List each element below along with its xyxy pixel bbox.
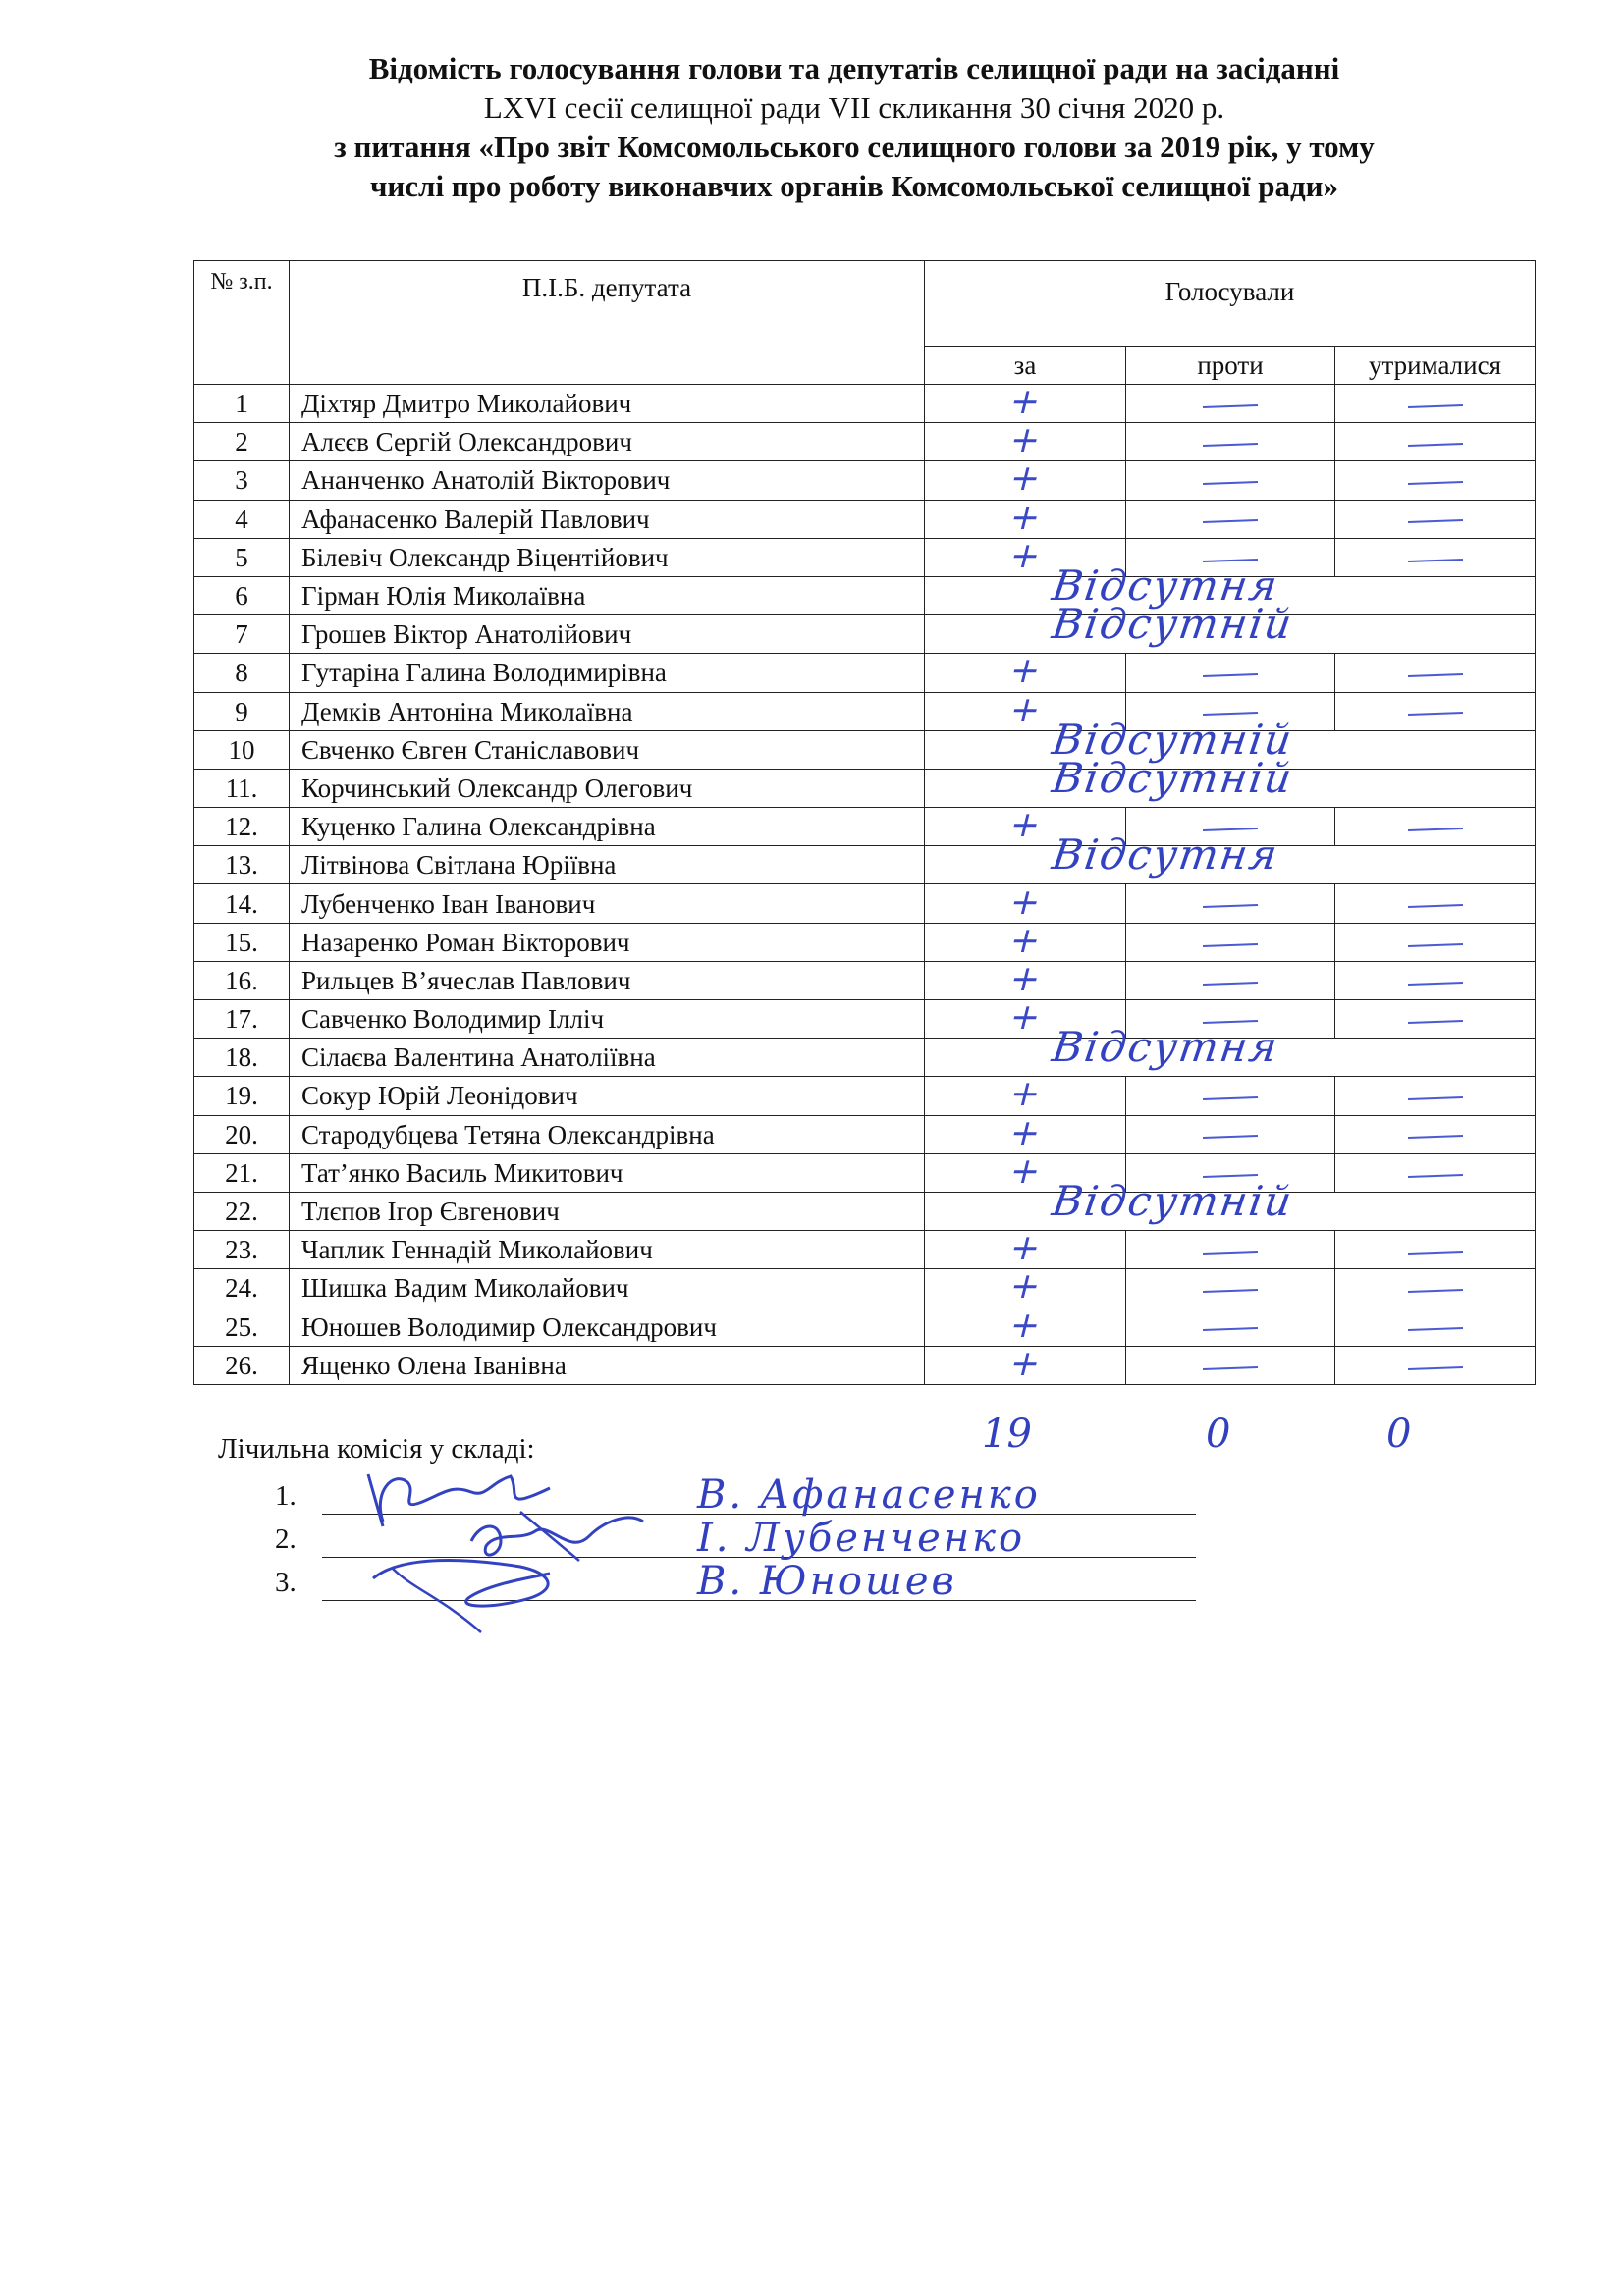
row-number: 22.: [194, 1192, 290, 1230]
table-row: [194, 846, 1536, 884]
vote-for-mark: +: [1004, 420, 1046, 461]
row-number: 12.: [194, 808, 290, 846]
vote-cell-abstained: [1335, 1115, 1536, 1153]
counting-commission-label: Лічильна комісія у складі:: [218, 1433, 535, 1465]
table-row: [194, 961, 1536, 999]
vote-abstained-mark: [1407, 673, 1462, 677]
absent-note: Відсутня: [1049, 830, 1282, 880]
deputy-name: Білевіч Олександр Віцентійович: [290, 538, 925, 576]
header-abstained: утрималися: [1335, 347, 1536, 385]
vote-cell-against: [1126, 1269, 1335, 1308]
vote-abstained-mark: [1407, 404, 1462, 408]
vote-against-mark: [1203, 673, 1258, 677]
table-row: [194, 769, 1536, 807]
header-voted: Голосували: [925, 261, 1536, 347]
vote-for-mark: +: [1004, 1150, 1046, 1192]
table-row: [194, 1269, 1536, 1308]
vote-abstained-mark: [1407, 1020, 1462, 1024]
vote-for-mark: +: [1004, 382, 1046, 423]
vote-against-mark: [1203, 1251, 1258, 1255]
row-number: 8: [194, 654, 290, 692]
absent-note: Відсутній: [1049, 715, 1297, 764]
vote-cell-abstained: [1335, 923, 1536, 961]
vote-cell-abstained: [1335, 1153, 1536, 1192]
vote-for-mark: +: [1004, 958, 1046, 999]
deputy-name: Ященко Олена Іванівна: [290, 1346, 925, 1384]
vote-abstained-mark: [1407, 1135, 1462, 1139]
table-row: [194, 1308, 1536, 1346]
row-number: 23.: [194, 1231, 290, 1269]
row-number: 19.: [194, 1077, 290, 1115]
table-row: [194, 1000, 1536, 1039]
table-row: [194, 576, 1536, 614]
deputy-name: Літвінова Світлана Юріївна: [290, 846, 925, 884]
vote-cell-for: [925, 1074, 1126, 1115]
member-number: 3.: [275, 1567, 297, 1598]
vote-abstained-mark: [1407, 1251, 1462, 1255]
absent-note: Відсутній: [1049, 753, 1297, 802]
vote-cell-for: [925, 382, 1126, 423]
table-row: [194, 730, 1536, 769]
row-number: 20.: [194, 1115, 290, 1153]
vote-cell-for: [925, 458, 1126, 500]
deputy-name: Лубенченко Іван Іванович: [290, 884, 925, 923]
deputy-name: Савченко Володимир Ілліч: [290, 1000, 925, 1039]
member-handwritten-name: В. Юношев: [697, 1559, 957, 1604]
vote-for-mark: +: [1004, 497, 1046, 538]
deputy-name: Гутаріна Галина Володимирівна: [290, 654, 925, 692]
vote-abstained-mark: [1407, 712, 1462, 716]
member-handwritten-name: І. Лубенченко: [697, 1516, 1026, 1561]
row-number: 11.: [194, 769, 290, 807]
row-number: 1: [194, 385, 290, 423]
vote-for-mark: +: [1004, 805, 1046, 846]
vote-for-mark: +: [1004, 997, 1046, 1039]
vote-cell-against: [1126, 423, 1335, 461]
vote-against-mark: [1203, 1135, 1258, 1139]
table-row: [194, 423, 1536, 461]
vote-for-mark: +: [1004, 651, 1046, 692]
vote-cell-abstained: [1335, 1346, 1536, 1384]
vote-for-mark: +: [1004, 458, 1046, 500]
vote-cell-abstained: [1335, 1000, 1536, 1039]
row-number: 21.: [194, 1153, 290, 1192]
vote-for-mark: +: [1004, 1112, 1046, 1153]
vote-against-mark: [1203, 443, 1258, 447]
vote-cell-abstained: [1335, 692, 1536, 730]
table-row: [194, 1231, 1536, 1269]
signature-3: [353, 1549, 579, 1637]
vote-abstained-mark: [1407, 904, 1462, 908]
deputy-name: Сокур Юрій Леонідович: [290, 1077, 925, 1115]
vote-abstained-mark: [1407, 1174, 1462, 1178]
vote-for-mark: +: [1004, 689, 1046, 730]
vote-cell-abstained: [1335, 423, 1536, 461]
table-row: [194, 1039, 1536, 1077]
table-row: [194, 500, 1536, 538]
absent-cell: [925, 753, 1536, 807]
vote-cell-against: [1126, 654, 1335, 692]
row-number: 6: [194, 576, 290, 614]
vote-against-mark: [1203, 1366, 1258, 1370]
row-number: 14.: [194, 884, 290, 923]
vote-abstained-mark: [1407, 519, 1462, 523]
vote-cell-abstained: [1335, 654, 1536, 692]
total-for: 19: [982, 1412, 1032, 1457]
table-row: [194, 884, 1536, 923]
row-number: 15.: [194, 923, 290, 961]
vote-cell-against: [1126, 500, 1335, 538]
title-line-1: Відомість голосування голови та депутатів селищної ради на засіданні: [368, 51, 1340, 85]
vote-cell-for: [925, 958, 1126, 999]
row-number: 5: [194, 538, 290, 576]
header-number: № з.п.: [194, 261, 290, 385]
vote-cell-abstained: [1335, 538, 1536, 576]
vote-cell-abstained: [1335, 1231, 1536, 1269]
deputy-name: Демків Антоніна Миколаївна: [290, 692, 925, 730]
table-row: [194, 1077, 1536, 1115]
deputy-name: Шишка Вадим Миколайович: [290, 1269, 925, 1308]
vote-for-mark: +: [1004, 920, 1046, 961]
header-against: проти: [1126, 347, 1335, 385]
deputy-name: Рильцев В’ячеслав Павлович: [290, 961, 925, 999]
vote-abstained-mark: [1407, 1289, 1462, 1293]
row-number: 24.: [194, 1269, 290, 1308]
absent-cell: [925, 600, 1536, 654]
vote-cell-against: [1126, 1231, 1335, 1269]
row-number: 16.: [194, 961, 290, 999]
row-number: 2: [194, 423, 290, 461]
vote-cell-abstained: [1335, 884, 1536, 923]
vote-for-mark: +: [1004, 1305, 1046, 1346]
table-row: [194, 808, 1536, 846]
deputy-name: Назаренко Роман Вікторович: [290, 923, 925, 961]
deputy-name: Тлєпов Ігор Євгенович: [290, 1192, 925, 1230]
vote-against-mark: [1203, 904, 1258, 908]
vote-cell-for: [925, 1305, 1126, 1346]
deputy-name: Грошев Віктор Анатолійович: [290, 615, 925, 654]
row-number: 18.: [194, 1039, 290, 1077]
vote-abstained-mark: [1407, 943, 1462, 947]
vote-against-mark: [1203, 481, 1258, 485]
vote-abstained-mark: [1407, 828, 1462, 831]
vote-cell-abstained: [1335, 385, 1536, 423]
deputy-name: Сілаєва Валентина Анатоліївна: [290, 1039, 925, 1077]
vote-abstained-mark: [1407, 481, 1462, 485]
row-number: 9: [194, 692, 290, 730]
vote-abstained-mark: [1407, 443, 1462, 447]
vote-cell-for: [925, 420, 1126, 461]
vote-cell-against: [1126, 884, 1335, 923]
deputy-name: Корчинський Олександр Олегович: [290, 769, 925, 807]
row-number: 4: [194, 500, 290, 538]
deputy-name: Юношев Володимир Олександрович: [290, 1308, 925, 1346]
table-row: [194, 1346, 1536, 1384]
vote-cell-for: [925, 920, 1126, 961]
member-number: 1.: [275, 1480, 297, 1512]
absent-cell: [925, 1023, 1536, 1077]
row-number: 26.: [194, 1346, 290, 1384]
vote-against-mark: [1203, 519, 1258, 523]
vote-for-mark: +: [1004, 1228, 1046, 1269]
vote-cell-abstained: [1335, 500, 1536, 538]
absent-cell: [925, 1176, 1536, 1230]
vote-cell-abstained: [1335, 808, 1536, 846]
vote-cell-for: [925, 651, 1126, 692]
absent-cell: [925, 830, 1536, 884]
deputy-name: Чаплик Геннадій Миколайович: [290, 1231, 925, 1269]
deputy-name: Афанасенко Валерій Павлович: [290, 500, 925, 538]
vote-cell-against: [1126, 923, 1335, 961]
table-row: [194, 1192, 1536, 1230]
absent-note: Відсутній: [1049, 1176, 1297, 1225]
header-for: за: [925, 347, 1126, 385]
vote-cell-abstained: [1335, 461, 1536, 500]
table-row: [194, 615, 1536, 654]
table-row: [194, 654, 1536, 692]
row-number: 13.: [194, 846, 290, 884]
vote-abstained-mark: [1407, 982, 1462, 986]
deputy-name: Ананченко Анатолій Вікторович: [290, 461, 925, 500]
vote-cell-for: [925, 1343, 1126, 1384]
vote-for-mark: +: [1004, 535, 1046, 576]
table-row: [194, 692, 1536, 730]
vote-for-mark: +: [1004, 1343, 1046, 1384]
voting-table: [193, 260, 1536, 1385]
table-row: [194, 538, 1536, 576]
vote-cell-against: [1126, 1077, 1335, 1115]
deputy-name: Алєєв Сергій Олександрович: [290, 423, 925, 461]
vote-cell-against: [1126, 1115, 1335, 1153]
voting-table-body: [194, 382, 1536, 1385]
title-line-3: з питання «Про звіт Комсомольського селищного голови за 2019 рік, у тому: [334, 130, 1375, 164]
table-row: [194, 461, 1536, 500]
vote-cell-against: [1126, 1346, 1335, 1384]
row-number: 25.: [194, 1308, 290, 1346]
vote-abstained-mark: [1407, 559, 1462, 562]
total-abstained: 0: [1386, 1412, 1412, 1457]
table-row: [194, 1153, 1536, 1192]
vote-abstained-mark: [1407, 1327, 1462, 1331]
document-title: [187, 49, 1522, 206]
row-number: 10: [194, 730, 290, 769]
vote-cell-for: [925, 1112, 1126, 1153]
total-against: 0: [1206, 1412, 1231, 1457]
vote-against-mark: [1203, 1327, 1258, 1331]
member-number: 2.: [275, 1523, 297, 1555]
absent-note: Відсутній: [1049, 600, 1297, 649]
member-handwritten-name: В. Афанасенко: [697, 1472, 1041, 1518]
deputy-name: Тат’янко Василь Микитович: [290, 1153, 925, 1192]
vote-cell-for: [925, 881, 1126, 923]
vote-against-mark: [1203, 404, 1258, 408]
vote-abstained-mark: [1407, 1366, 1462, 1370]
vote-cell-abstained: [1335, 961, 1536, 999]
vote-cell-against: [1126, 385, 1335, 423]
title-line-2: LXVI сесії селищної ради VII скликання 30 січня 2020 р.: [483, 90, 1225, 125]
title-line-4: числі про роботу виконавчих органів Комсомольської селищної ради»: [369, 169, 1339, 203]
deputy-name: Стародубцева Тетяна Олександрівна: [290, 1115, 925, 1153]
deputy-name: Гірман Юлія Миколаївна: [290, 576, 925, 614]
row-number: 7: [194, 615, 290, 654]
vote-against-mark: [1203, 1096, 1258, 1100]
vote-abstained-mark: [1407, 1096, 1462, 1100]
vote-cell-against: [1126, 961, 1335, 999]
vote-cell-for: [925, 1228, 1126, 1269]
vote-against-mark: [1203, 943, 1258, 947]
deputy-name: Куценко Галина Олександрівна: [290, 808, 925, 846]
absent-note: Відсутня: [1049, 1023, 1282, 1072]
vote-against-mark: [1203, 982, 1258, 986]
vote-against-mark: [1203, 1289, 1258, 1293]
vote-cell-abstained: [1335, 1269, 1536, 1308]
row-number: 17.: [194, 1000, 290, 1039]
vote-for-mark: +: [1004, 881, 1046, 923]
vote-cell-abstained: [1335, 1308, 1536, 1346]
table-row: [194, 923, 1536, 961]
table-row: [194, 385, 1536, 423]
table-row: [194, 1115, 1536, 1153]
vote-cell-against: [1126, 1308, 1335, 1346]
header-name: П.І.Б. депутата: [290, 261, 925, 385]
row-number: 3: [194, 461, 290, 500]
absent-note: Відсутня: [1049, 561, 1282, 610]
vote-cell-for: [925, 497, 1126, 538]
vote-for-mark: +: [1004, 1074, 1046, 1115]
vote-cell-against: [1126, 461, 1335, 500]
vote-cell-for: [925, 1266, 1126, 1308]
vote-cell-abstained: [1335, 1077, 1536, 1115]
deputy-name: Євченко Євген Станіславович: [290, 730, 925, 769]
vote-for-mark: +: [1004, 1266, 1046, 1308]
deputy-name: Діхтяр Дмитро Миколайович: [290, 385, 925, 423]
